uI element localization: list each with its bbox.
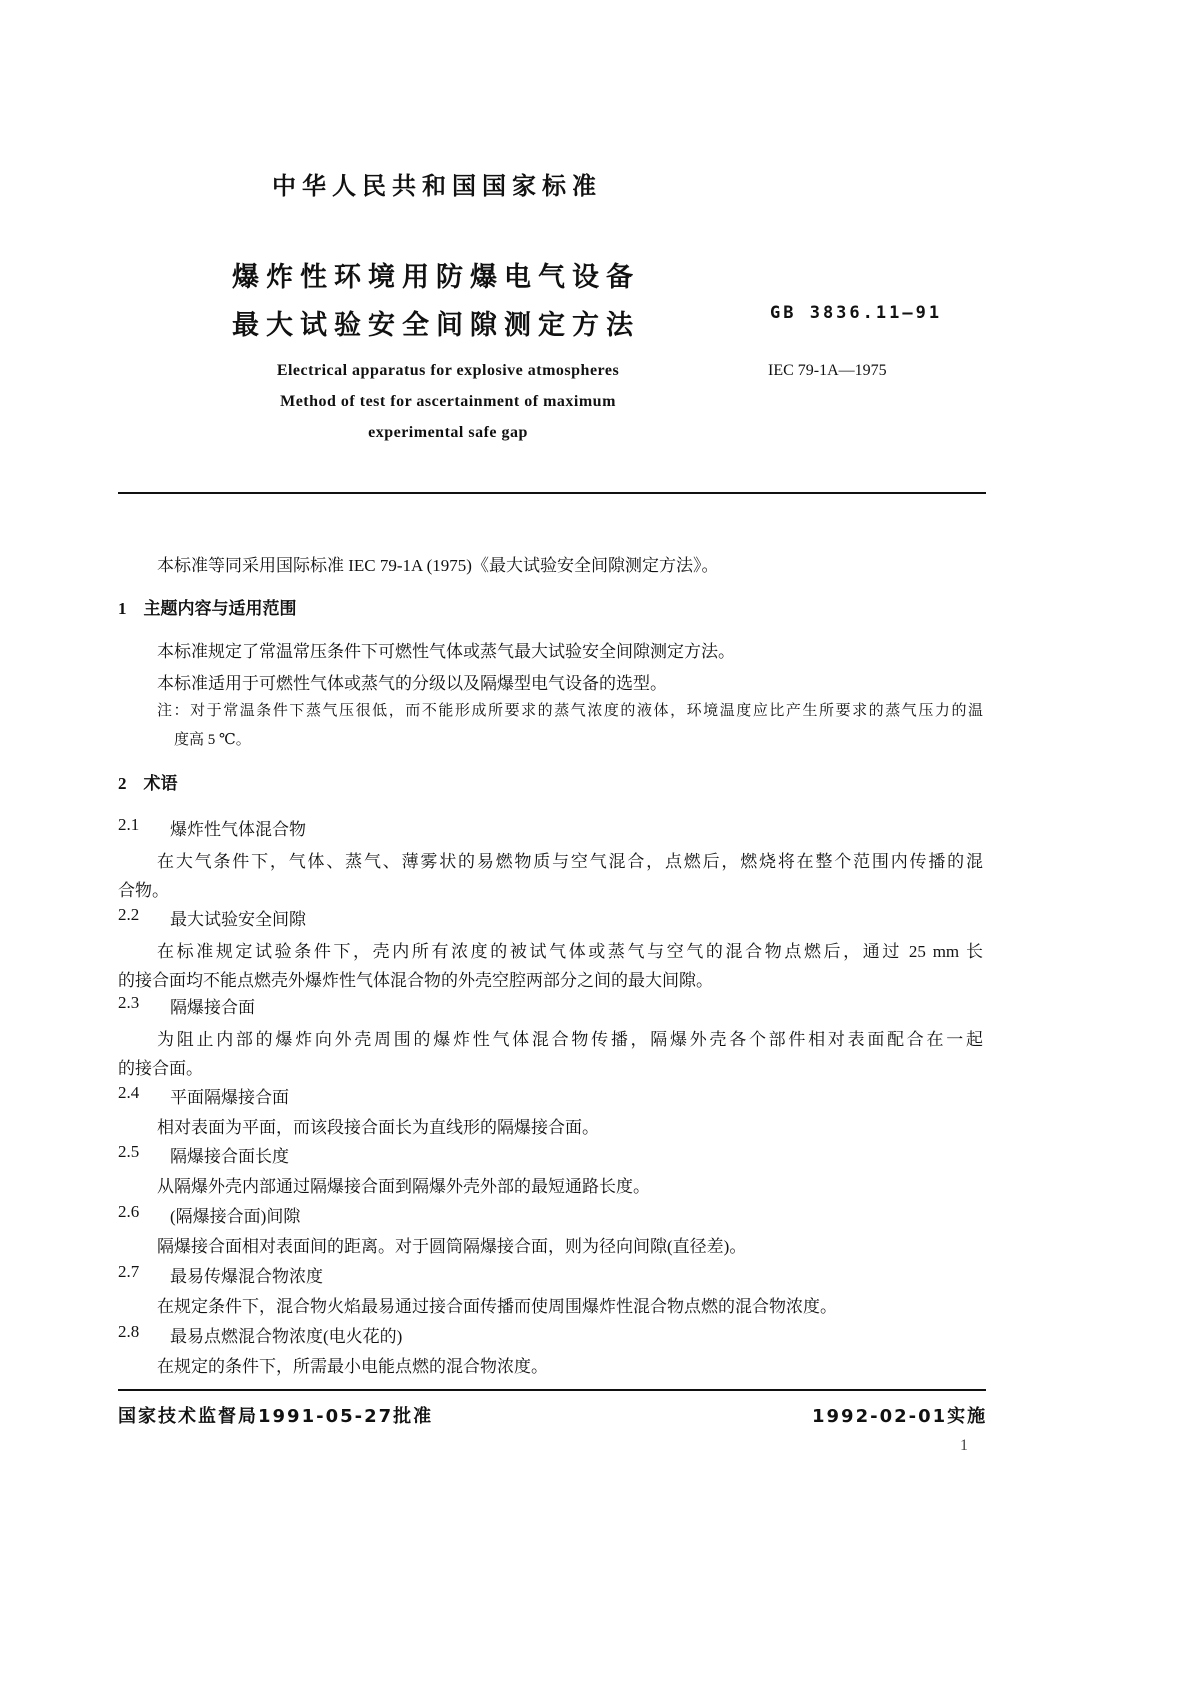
term-number: 2.2: [118, 905, 140, 924]
term-number: 2.3: [118, 993, 140, 1012]
term-definition-line-1: 为阻止内部的爆炸向外壳周围的爆炸性气体混合物传播，隔爆外壳各个部件相对表面配合在一起: [157, 1030, 983, 1049]
section-1-paragraph-1: 本标准规定了常温常压条件下可燃性气体或蒸气最大试验安全间隙测定方法。: [157, 642, 735, 661]
term-definition: 隔爆接合面相对表面间的距离。对于圆筒隔爆接合面，则为径向间隙(直径差)。: [157, 1237, 747, 1256]
title-en-line3: experimental safe gap: [368, 424, 528, 441]
effective-date: 1992-02-01实施: [812, 1406, 988, 1427]
term-number: 2.8: [118, 1322, 140, 1341]
header-divider: [118, 492, 986, 494]
approval-info: 国家技术监督局1991-05-27批准: [118, 1406, 434, 1427]
section-1-paragraph-2: 本标准适用于可燃性气体或蒸气的分级以及隔爆型电气设备的选型。: [157, 674, 667, 693]
term-definition-line-2: 的接合面均不能点燃壳外爆炸性气体混合物的外壳空腔两部分之间的最大间隙。: [118, 971, 713, 990]
title-en-line2: Method of test for ascertainment of maximum: [280, 393, 616, 410]
term-number: 2.5: [118, 1142, 140, 1161]
title-cn-line1: 爆炸性环境用防爆电气设备: [232, 262, 640, 293]
term-definition: 在规定条件下，混合物火焰最易通过接合面传播而使周围爆炸性混合物点燃的混合物浓度。: [157, 1297, 837, 1316]
term-definition: 从隔爆外壳内部通过隔爆接合面到隔爆外壳外部的最短通路长度。: [157, 1177, 650, 1196]
title-en-line1: Electrical apparatus for explosive atmospheres: [276, 362, 620, 379]
term-title: 隔爆接合面长度: [170, 1147, 289, 1166]
term-title: 平面隔爆接合面: [170, 1088, 289, 1107]
term-number: 2.4: [118, 1083, 140, 1102]
footer-divider: [118, 1389, 986, 1391]
term-title: 最易传爆混合物浓度: [170, 1267, 323, 1286]
page-number: 1: [960, 1437, 968, 1454]
standard-number: GB 3836.11—91: [770, 303, 943, 323]
term-definition: 相对表面为平面，而该段接合面长为直线形的隔爆接合面。: [157, 1118, 599, 1137]
term-definition-line-1: 在标准规定试验条件下，壳内所有浓度的被试气体或蒸气与空气的混合物点燃后，通过 25 mm 长: [157, 942, 983, 961]
term-title: (隔爆接合面)间隙: [170, 1207, 301, 1226]
issuing-authority-heading: 中华人民共和国国家标准: [272, 172, 602, 200]
term-number: 2.7: [118, 1262, 140, 1281]
note-line-2: 度高 5 ℃。: [174, 732, 251, 748]
term-number: 2.6: [118, 1202, 140, 1221]
equivalent-standard: IEC 79-1A—1975: [768, 362, 887, 379]
term-title: 最易点燃混合物浓度(电火花的): [170, 1327, 403, 1346]
intro-paragraph: 本标准等同采用国际标准 IEC 79-1A (1975)《最大试验安全间隙测定方法》。: [157, 556, 719, 575]
title-cn-line2: 最大试验安全间隙测定方法: [232, 310, 640, 341]
term-title: 最大试验安全间隙: [170, 910, 306, 929]
term-definition-line-1: 在大气条件下，气体、蒸气、薄雾状的易燃物质与空气混合，点燃后，燃烧将在整个范围内传播的混: [157, 852, 983, 871]
term-definition-line-2: 合物。: [118, 881, 169, 900]
term-definition-line-2: 的接合面。: [118, 1059, 203, 1078]
term-title: 隔爆接合面: [170, 998, 255, 1017]
section-1-heading: 1 主题内容与适用范围: [118, 599, 297, 618]
term-title: 爆炸性气体混合物: [170, 820, 306, 839]
note-line-1: 注：对于常温条件下蒸气压很低，而不能形成所要求的蒸气浓度的液体，环境温度应比产生所要求的蒸气压力的温: [157, 703, 983, 719]
section-2-heading: 2 术语: [118, 774, 178, 793]
term-number: 2.1: [118, 815, 140, 834]
term-definition: 在规定的条件下，所需最小电能点燃的混合物浓度。: [157, 1357, 548, 1376]
